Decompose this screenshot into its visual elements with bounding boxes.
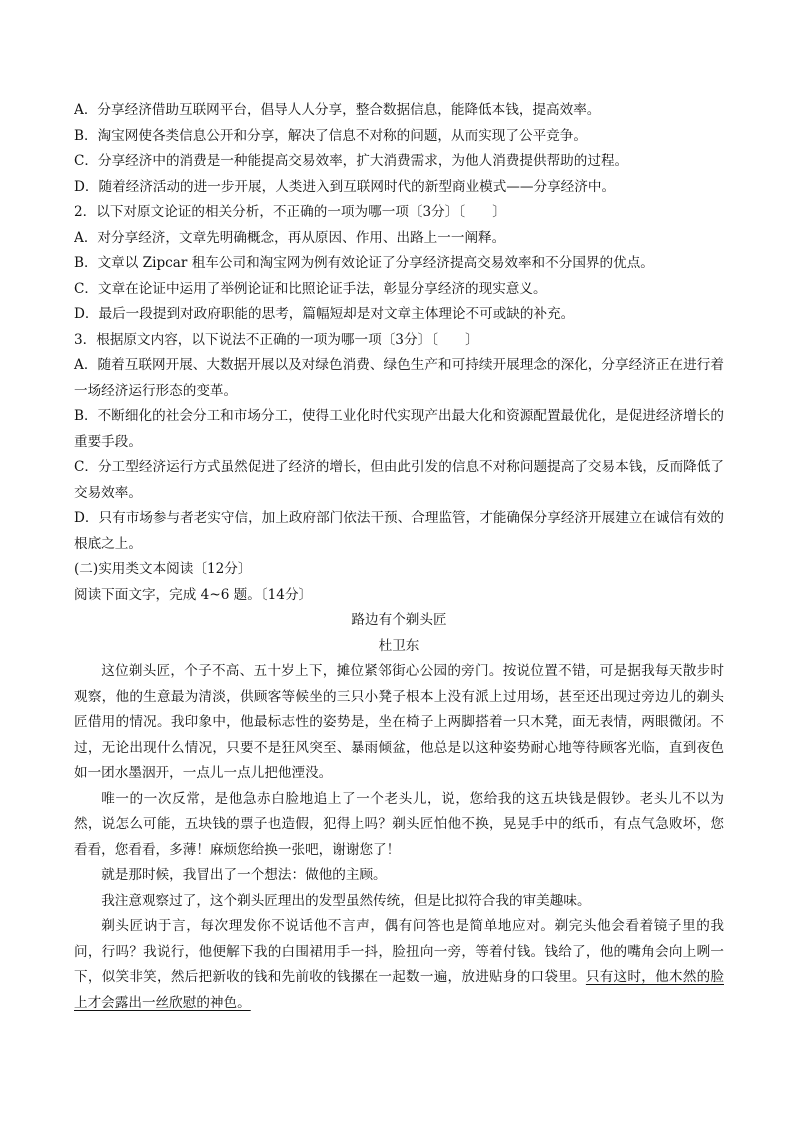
q3-option-d: D．只有市场参与者老实守信，加上政府部门依法干预、合理监管，才能确保分享经济开展建立在诚信有效的根底之上。 [74, 510, 724, 552]
underlined-sentence: 只有这时，他木然的脸上才会露出一丝欣慰的神色。 [74, 969, 724, 1011]
q2-option-a: A．对分享经济，文章先明确概念，再从原因、作用、出路上一一阐释。 [74, 229, 506, 246]
q2-option-d: D．最后一段提到对政府职能的思考，篇幅短却是对文章主体理论不可或缺的补充。 [74, 306, 575, 322]
article-paragraph-last [74, 914, 724, 1016]
q1-option-d: D．随着经济活动的进一步开展，人类进入到互联网时代的新型商业模式——分享经济中。 [74, 178, 616, 195]
q3-stem: 3．根据原文内容，以下说法不正确的一项为哪一项〔3分〕〔 〕 [74, 331, 479, 348]
q1-option-b: B．淘宝网使各类信息公开和分享，解决了信息不对称的问题，从而实现了公平竞争。 [74, 127, 587, 144]
section-title: (二)实用类文本阅读〔12分〕 [74, 561, 252, 577]
document-page [74, 98, 724, 1016]
q2-option-b: B．文章以 Zipcar 租车公司和淘宝网为例有效论证了分享经济提高交易效率和不分国界的优点。 [74, 255, 654, 271]
article-paragraph-text: 剃头匠讷于言，每次理发你不说话他不言声，偶有问答也是简单地应对。剃完头他会看着镜子里的我问，行吗？我说行，他便解下我的白围裙用手一抖，脸扭向一旁，等着付钱。钱给了，他的嘴角会向上咧一下，似笑非笑，然后把新收的钱和先前收的钱摞在一起数一遍，放进贴身的口袋里。 [74, 918, 724, 985]
article-paragraph: 这位剃头匠，个子不高、五十岁上下，摊位紧邻街心公园的旁门。按说位置不错，可是据我每天散步时观察，他的生意最为清淡，供顾客等候坐的三只小凳子根本上没有派上过用场，甚至还出现过旁边儿的剃头匠借用的情况。我印象中，他最标志性的姿势是，坐在椅子上两脚搭着一只木凳，面无表情，两眼微闭。不过，无论出现什么情况，只要不是狂风突至、暴雨倾盆，他总是以这种姿势耐心地等待顾客光临，直到夜色如一团水墨洇开，一点儿一点儿把他湮没。 [74, 663, 724, 781]
article-paragraph: 就是那时候，我冒出了一个想法：做他的主顾。 [101, 867, 387, 883]
article-title: 路边有个剃头匠 [351, 612, 447, 628]
q3-option-c: C．分工型经济运行方式虽然促进了经济的增长，但由此引发的信息不对称问题提高了交易本钱，反而降低了交易效率。 [74, 459, 724, 501]
q1-option-c: C．分享经济中的消费是一种能提高交易效率，扩大消费需求，为他人消费提供帮助的过程。 [74, 153, 629, 169]
q2-option-c: C．文章在论证中运用了举例论证和比照论证手法，彰显分享经济的现实意义。 [74, 280, 547, 297]
article-author: 杜卫东 [378, 637, 420, 654]
q3-option-b: B．不断细化的社会分工和市场分工，使得工业化时代实现产出最大化和资源配置最优化，是促进经济增长的重要手段。 [74, 408, 724, 450]
article-paragraph: 唯一的一次反常，是他急赤白脸地追上了一个老头儿，说，您给我的这五块钱是假钞。老头儿不以为然，说怎么可能，五块钱的票子也造假，犯得上吗？剃头匠怕他不换，晃晃手中的纸币，有点气急败坏，您看看，您看看，多薄！麻烦您给换一张吧，谢谢您了！ [74, 790, 724, 858]
article-paragraph: 我注意观察过了，这个剃头匠理出的发型虽然传统，但是比拟符合我的审美趣味。 [101, 892, 591, 909]
q3-option-a: A．随着互联网开展、大数据开展以及对绿色消费、绿色生产和可持续开展理念的深化，分享经济正在进行着一场经济运行形态的变革。 [74, 357, 724, 399]
q2-stem: 2．以下对原文论证的相关分析，不正确的一项为哪一项〔3分〕〔 〕 [74, 204, 506, 220]
instructions: 阅读下面文字，完成 4~6 题。〔14分〕 [74, 586, 313, 603]
q1-option-a: A．分享经济借助互联网平台，倡导人人分享，整合数据信息，能降低本钱，提高效率。 [74, 102, 601, 118]
